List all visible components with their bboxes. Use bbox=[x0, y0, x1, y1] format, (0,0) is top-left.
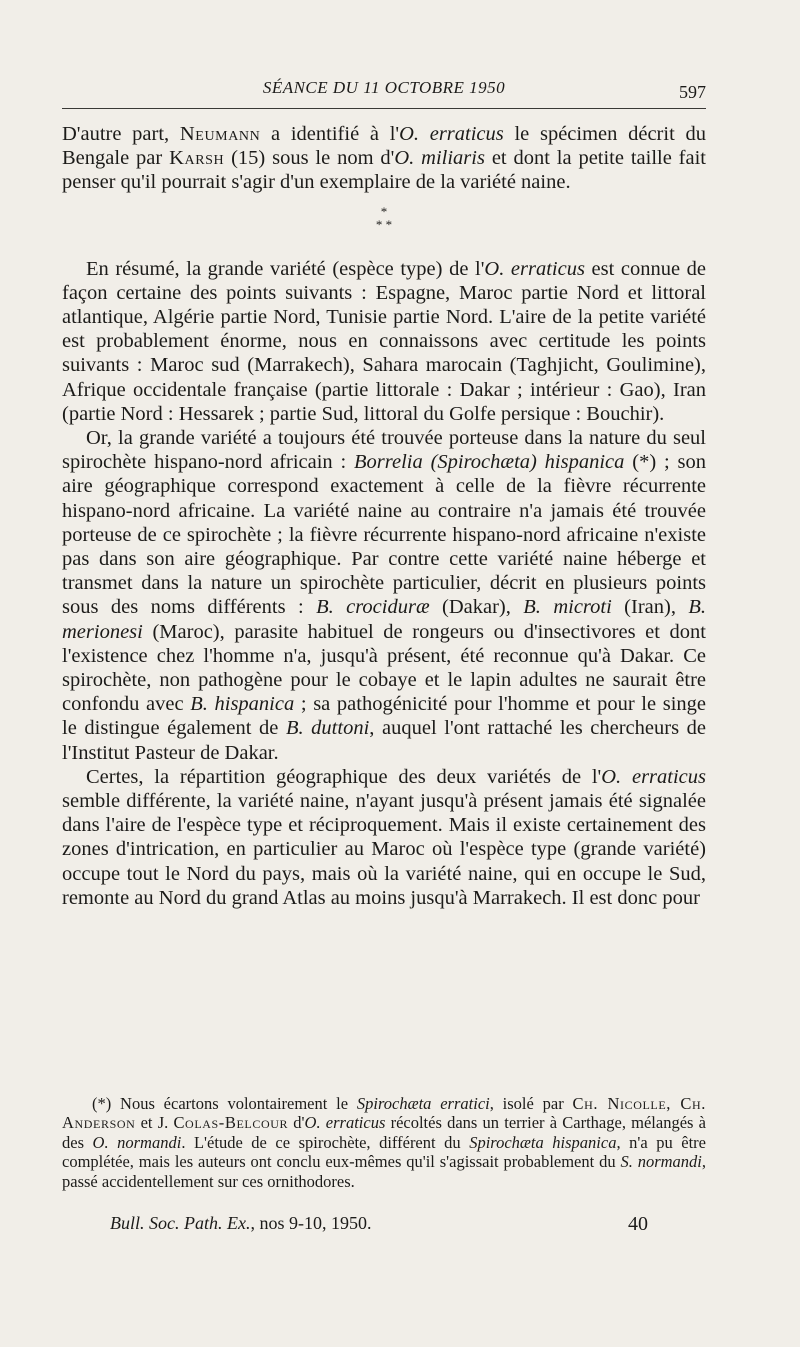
page-number: 597 bbox=[679, 82, 706, 102]
footnote-text bbox=[62, 1094, 706, 1191]
text-run: Or, la grande variété a toujours été trouvée porteuse dans la nature du seul spirochète hispano-nord africain : bbox=[62, 427, 706, 474]
text-run: récoltés dans un terrier à Carthage, mélangés à des bbox=[62, 1113, 706, 1152]
running-title: SÉANCE DU 11 OCTOBRE 1950 bbox=[262, 78, 506, 97]
species-name: O. erraticus bbox=[304, 1113, 386, 1133]
text-run: et dont la petite taille fait penser qu'il pourrait s'agir d'un exemplaire de la variété naine. bbox=[62, 147, 707, 194]
species-name: O. miliaris bbox=[394, 147, 485, 170]
species-name: O. normandi bbox=[92, 1132, 182, 1152]
species-name: B. merionesi bbox=[62, 596, 707, 643]
species-name: O. erraticus bbox=[484, 257, 585, 280]
text-run: le spécimen décrit du Bengale par bbox=[62, 123, 706, 170]
text-run: (Iran), bbox=[611, 596, 689, 619]
bottom-signature bbox=[110, 1213, 670, 1234]
journal-issue: , nos 9-10, 1950. bbox=[250, 1213, 372, 1233]
species-name: O. erraticus bbox=[601, 765, 706, 788]
author-name: Neumann bbox=[179, 123, 261, 145]
text-run: (*) Nous écartons volontairement le bbox=[92, 1094, 357, 1113]
text-run: est connue de façon certaine des points suivants : Espagne, Maroc partie Nord et littoral atlantique, Algérie partie Nord, Tunisie partie Nord. L'aire de la petite variété est probablement énorme, nous en connaissons avec certitude les points suivants : Maroc sud (Marrakech), Sahara marocain (Taghjicht, Goulimine), Afrique occidentale française (partie littorale : Dakar ; intérieur : Gao), Iran (partie Nord : Hessarek ; partie Sud, littoral du Golfe persique : Bouchir). bbox=[62, 257, 706, 425]
text-run: d' bbox=[288, 1113, 305, 1133]
body-text bbox=[62, 122, 706, 910]
text-run: , auquel l'ont rattaché les chercheurs de l'Institut Pasteur de Dakar. bbox=[62, 717, 706, 764]
text-run: et J. bbox=[135, 1113, 174, 1133]
species-name: S. normandi bbox=[620, 1152, 702, 1172]
paragraph-1 bbox=[62, 122, 706, 195]
text-run: Certes, la répartition géographique des deux variétés de l' bbox=[86, 765, 602, 788]
text-run: (*) ; son aire géographique correspond exactement à celle de la fièvre récurrente hispano-nord africaine. La variété naine au contraire n'a jamais été trouvée porteuse de ce spirochète ; la fièvre récurrente hispano-nord africaine n'existe pas dans son aire géographique. Par contre cette variété naine héberge et transmet dans la nature un spirochète particulier, décrit en plusieurs points sous des noms différents : bbox=[62, 451, 706, 619]
sheet-number: 40 bbox=[628, 1213, 648, 1235]
text-run: , passé accidentellement sur ces ornithodores. bbox=[62, 1152, 706, 1191]
text-run: semble différente, la variété naine, n'ayant jusqu'à présent jamais été signalée dans l'aire de l'espèce type et réciproquement. Mais il existe certainement des zones d'intrication, en particulier au Maroc où l'espèce type (grande variété) occupe tout le Nord du pays, mais où la variété naine, qui en occupe le Sud, remonte au Nord du grand Atlas au moins jusqu'à Marrakech. Il est donc pour bbox=[62, 790, 706, 909]
asterism-star: * bbox=[380, 203, 388, 219]
text-run: ; sa pathogénicité pour l'homme et pour le singe le distingue également de bbox=[62, 693, 706, 740]
text-run: (Maroc), parasite habituel de rongeurs ou d'insectivores et dont l'existence chez l'homme n'a, jusqu'à présent, été reconnue qu'à Dakar. Ce spirochète, non pathogène pour le cobaye et le lapin adultes ne saurait être confondu avec bbox=[62, 620, 706, 716]
species-name: B. hispanica bbox=[190, 693, 295, 716]
species-name: B. crociduræ bbox=[316, 596, 430, 619]
asterism-stars: * * bbox=[375, 216, 393, 232]
text-run: . L'étude de ce spirochète, différent du bbox=[181, 1132, 470, 1152]
author-name: Colas-Belcour bbox=[173, 1113, 289, 1133]
journal-title: Bull. Soc. Path. Ex. bbox=[110, 1213, 251, 1233]
footnote bbox=[62, 1094, 706, 1191]
text-run: (15) sous le nom d' bbox=[224, 147, 395, 170]
section-asterism bbox=[62, 205, 706, 231]
author-name: Ch. Nicolle, Ch. Anderson bbox=[62, 1094, 707, 1133]
species-name: Spirochæta erratici bbox=[356, 1094, 490, 1113]
text-run: (Dakar), bbox=[429, 596, 524, 619]
species-name: B. microti bbox=[523, 596, 612, 619]
text-run: , isolé par bbox=[489, 1094, 573, 1113]
text-run: D'autre part, bbox=[62, 123, 180, 145]
species-name: B. duttoni bbox=[285, 717, 370, 740]
running-head bbox=[62, 78, 706, 109]
text-run: , n'a pu être complétée, mais les auteurs ont conclu eux-mêmes qu'il s'agissait probablement du bbox=[62, 1132, 706, 1172]
paragraph-2 bbox=[62, 257, 706, 426]
species-name: Spirochæta hispanica bbox=[469, 1132, 617, 1152]
species-name: Borrelia (Spirochæta) hispanica bbox=[354, 451, 625, 474]
text-run: En résumé, la grande variété (espèce type) de l' bbox=[86, 257, 485, 280]
paragraph-3 bbox=[62, 426, 706, 765]
author-name: Karsh bbox=[169, 147, 225, 170]
text-run: a identifié à l' bbox=[260, 123, 400, 145]
species-name: O. erraticus bbox=[399, 123, 504, 145]
paragraph-4 bbox=[62, 765, 706, 910]
